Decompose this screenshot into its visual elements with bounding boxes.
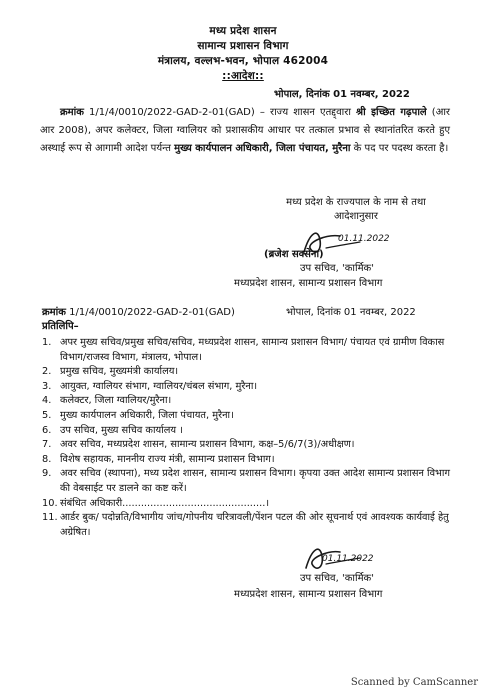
copy-label: प्रतिलिपि– xyxy=(42,321,79,332)
list-item: 11. आर्डर बुक/ पदोन्नति/विभागीय जांच/गोपनीय चरित्रावली/पेंशन पटल की ओर सूचनार्थ एवं आवश्यक कार्यवाई हेतु अग्रेषित। xyxy=(42,512,449,538)
copy-ref-number: 1/1/4/0010/2022-GAD-2-01(GAD) xyxy=(69,307,235,318)
list-item: 7. अवर सचिव, मध्यप्रदेश शासन, सामान्य प्रशासन विभाग, कक्ष–5/6/7(3)/अधीक्षण। xyxy=(42,439,355,451)
list-item: 4. कलेक्टर, जिला ग्वालियर/मुरैना। xyxy=(42,395,172,407)
list-item: 2. प्रमुख सचिव, मुख्यमंत्री कार्यालय। xyxy=(42,366,179,378)
copy-signatory-department: मध्यप्रदेश शासन, सामान्य प्रशासन विभाग xyxy=(234,589,383,600)
order-text-3: के पद पर पदस्थ करता है। xyxy=(353,143,449,154)
list-item: 9. अवर सचिव (स्थापना), मध्य प्रदेश शासन, सामान्य प्रशासन विभाग। कृपया उक्त आदेश सामान्य प्रशासन विभाग की वेबसाईट पर डालने का कष्ट करें। xyxy=(42,468,450,494)
order-text-1: – राज्य शासन एतद्द्वारा xyxy=(259,107,351,118)
signatory-name: (ब्रजेश सक्सेना) xyxy=(264,249,324,260)
signatory-designation: उप सचिव, 'कार्मिक' xyxy=(300,263,374,274)
order-text-2: (आर आर 2008), अपर कलेक्टर, जिला ग्वालियर को प्रशासकीय आधार पर तत्काल प्रभाव से स्थानांतरित करते हुए अस्थाई रूप से आगामी आदेश पर्यन्त xyxy=(40,107,451,154)
signature-1-date: 01.11.2022 xyxy=(338,234,390,244)
officer-name: श्री इच्छित गढ़पाले xyxy=(356,107,427,118)
scanner-watermark: Scanned by CamScanner xyxy=(350,677,478,688)
copy-place-date: भोपाल, दिनांक 01 नवम्बर, 2022 xyxy=(286,307,416,318)
copy-ref-label: क्रमांक xyxy=(42,307,66,318)
list-item: 1. अपर मुख्य सचिव/प्रमुख सचिव/सचिव, मध्यप्रदेश शासन, सामान्य प्रशासन विभाग/ पंचायत एवं ग्रामीण विकास विभाग/राजस्व विभाग, मंत्रालय, भोपाल। xyxy=(42,337,445,363)
copy-recipients-list xyxy=(42,336,462,540)
list-item: 8. विशेष सहायक, माननीय राज्य मंत्री, सामान्य प्रशासन विभाग। xyxy=(42,453,275,465)
list-item: 3. आयुक्त, ग्वालियर संभाग, ग्वालियर/चंबल संभाग, मुरैना। xyxy=(42,380,258,392)
order-title: ::आदेश:: xyxy=(222,70,264,82)
order-paragraph xyxy=(40,104,450,158)
order-place-date: भोपाल, दिनांक 01 नवम्बर, 2022 xyxy=(274,89,410,100)
authority-line-1: मध्य प्रदेश के राज्यपाल के नाम से तथा xyxy=(286,197,426,208)
authority-line-2: आदेशानुसार xyxy=(334,211,378,222)
signatory-department: मध्यप्रदेश शासन, सामान्य प्रशासन विभाग xyxy=(234,278,383,289)
signature-2-date: 01.11.2022 xyxy=(322,554,374,564)
order-ref-label: क्रमांक xyxy=(60,107,84,118)
copy-ref xyxy=(42,306,235,320)
list-item: 10. संबंधित अधिकारी..............................................। xyxy=(42,497,270,509)
list-item: 6. उप सचिव, मुख्य सचिव कार्यालय । xyxy=(42,424,183,436)
department-name: सामान्य प्रशासन विभाग xyxy=(197,40,289,52)
order-ref-number: 1/1/4/0010/2022-GAD-2-01(GAD) xyxy=(89,107,255,118)
copy-signatory-designation: उप सचिव, 'कार्मिक' xyxy=(300,573,374,584)
list-item: 5. मुख्य कार्यपालन अधिकारी, जिला पंचायत, मुरैना। xyxy=(42,409,234,421)
address: मंत्रालय, वल्लभ-भवन, भोपाल 462004 xyxy=(157,55,329,67)
govt-name: मध्य प्रदेश शासन xyxy=(209,25,277,37)
post-name: मुख्य कार्यपालन अधिकारी, जिला पंचायत, मुरैना xyxy=(174,143,351,154)
